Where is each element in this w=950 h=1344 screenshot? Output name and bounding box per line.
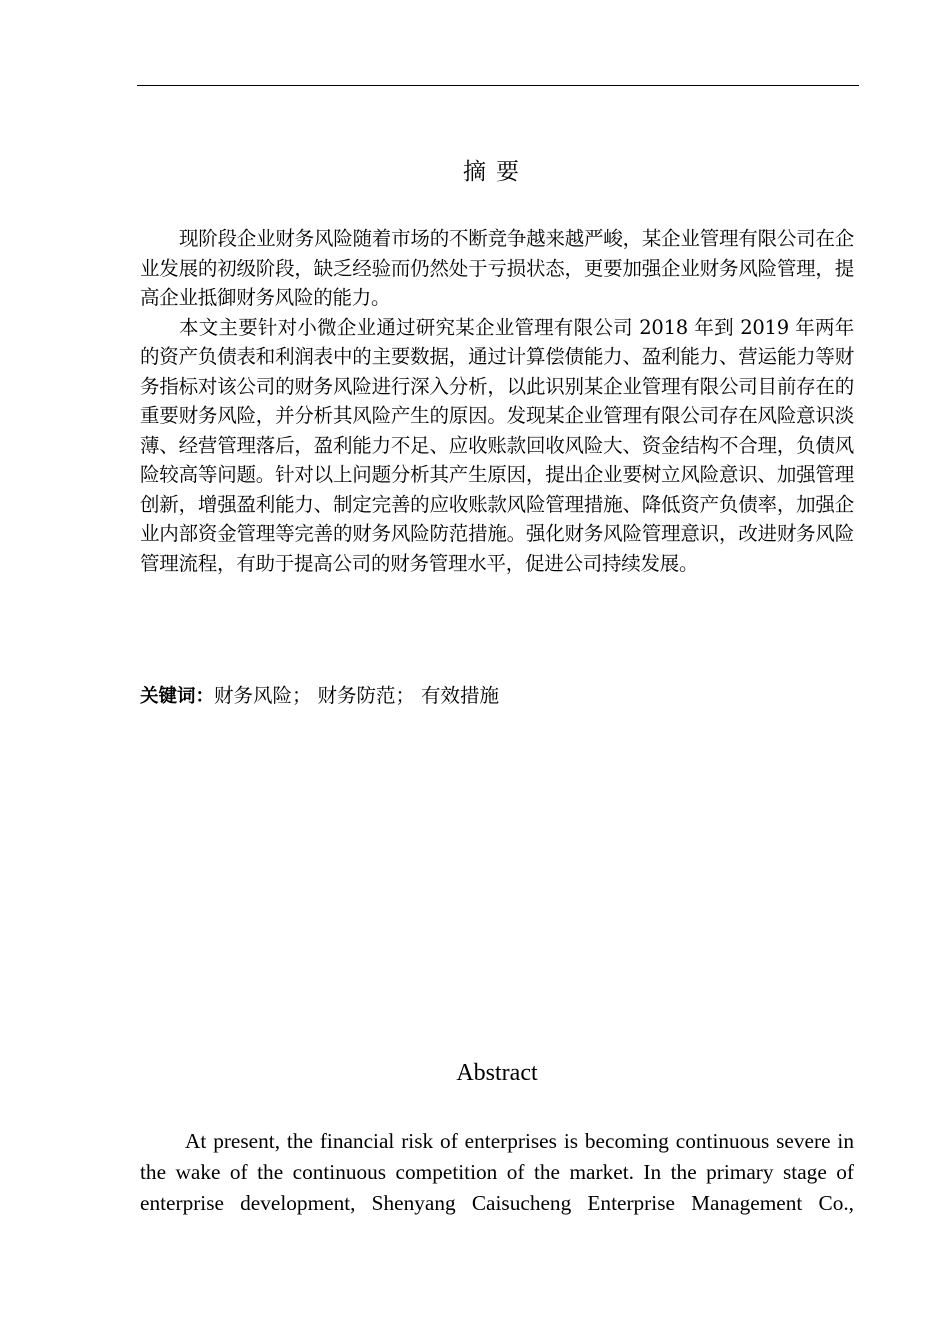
cn-abstract-paragraph-1: 现阶段企业财务风险随着市场的不断竞争越来越严峻，某企业管理有限公司在企业发展的初级阶段，缺乏经验而仍然处于亏损状态，更要加强企业财务风险管理，提高企业抵御财务风险的能力。	[140, 227, 854, 309]
en-abstract-body	[140, 1126, 854, 1219]
cn-abstract-paragraph-2: 本文主要针对小微企业通过研究某企业管理有限公司 2018 年到 2019 年两年的资产负债表和利润表中的主要数据，通过计算偿债能力、盈利能力、营运能力等财务指标对该公司的财务风险进行深入分析，以此识别某企业管理有限公司目前存在的重要财务风险，并分析其风险产生的原因。发现某企业管理有限公司存在风险意识淡薄、经营管理落后，盈利能力不足、应收账款回收风险大、资金结构不合理，负债风险较高等问题。针对以上问题分析其产生原因，提出企业要树立风险意识、加强管理创新，增强盈利能力、制定完善的应收账款风险管理措施、降低资产负债率，加强企业内部资金管理等完善的财务风险防范措施。强化财务风险管理意识，改进财务风险管理流程，有助于提高公司的财务管理水平，促进公司持续发展。	[140, 315, 854, 575]
keywords-label: 关键词：	[140, 686, 215, 707]
cn-abstract-body	[140, 224, 854, 578]
keywords-line	[140, 681, 854, 712]
header-rule	[137, 85, 859, 86]
keyword-item: 财务防范；	[317, 684, 416, 707]
en-abstract-paragraph: At present, the financial risk of enterprises is becoming continuous severe in the wake of the continuous competition of the market. In the primary stage of enterprise development, Shenyang Caisucheng Enterprise Management Co.,	[140, 1129, 854, 1215]
en-abstract-title: Abstract	[456, 1060, 538, 1086]
cn-abstract-title: 摘要	[463, 159, 529, 185]
keyword-item: 财务风险；	[214, 684, 312, 707]
keyword-item: 有效措施	[421, 684, 500, 707]
